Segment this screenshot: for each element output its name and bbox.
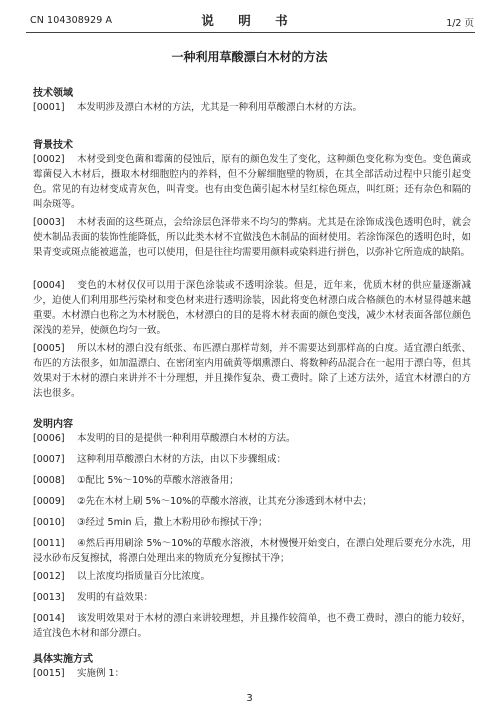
page-number: 3 bbox=[246, 693, 253, 704]
paragraph-number: [0014] bbox=[33, 613, 65, 624]
paragraph-text: ②先在木材上刷 5%～10%的草酸水溶液，让其充分渗透到木材中去； bbox=[77, 496, 372, 507]
paragraph-text: 变色的木材仅仅可以用于深色涂装或不透明涂装。但是，近年来，优质木材的供应量逐渐减少，迫使人们利用那些污染材和变色材来进行透明涂装，因此将变色材漂白成合格颜色的木材显得越来越重要。木材漂白也称之为木材脱色，木材漂白的目的是将木材表面的颜色变浅，减少木材表面各部位颜色深浅的差异，使颜色均匀一致。 bbox=[33, 280, 471, 336]
paragraph-number: [0010] bbox=[33, 517, 65, 528]
paragraph-0005 bbox=[33, 341, 471, 401]
section-heading-embodiment: 具体实施方式 bbox=[33, 654, 93, 665]
paragraph-0001 bbox=[33, 100, 471, 115]
paragraph-0006 bbox=[33, 431, 471, 446]
paragraph-0009 bbox=[33, 494, 471, 509]
paragraph-0010 bbox=[33, 515, 471, 530]
paragraph-text: ③经过 5min 后，撒上木粉用砂布擦拭干净； bbox=[77, 517, 268, 528]
header-page-info: 1/2 页 bbox=[446, 18, 474, 29]
paragraph-text: 木材受到变色菌和霉菌的侵蚀后，原有的颜色发生了变化，这种颜色变化称为变色。变色菌或霉菌侵入木材后，摄取木材细胞腔内的养料，但不分解细胞壁的物质，在其全部活动过程中只能引起变色。常见的有边材变成青灰色，叫青变。也有由变色菌引起木材呈红棕色斑点，叫红斑；还有杂色和隔的叫杂斑等。 bbox=[33, 154, 471, 210]
paragraph-number: [0012] bbox=[33, 571, 65, 582]
paragraph-text: 这种利用草酸漂白木材的方法，由以下步骤组成： bbox=[77, 454, 287, 465]
paragraph-number: [0001] bbox=[33, 102, 65, 113]
paragraph-text: 发明的有益效果： bbox=[77, 592, 154, 603]
paragraph-number: [0006] bbox=[33, 433, 65, 444]
paragraph-0008 bbox=[33, 473, 471, 488]
paragraph-number: [0007] bbox=[33, 454, 65, 465]
paragraph-number: [0005] bbox=[33, 343, 65, 354]
paragraph-0011 bbox=[33, 536, 471, 566]
paragraph-text: 本发明涉及漂白木材的方法，尤其是一种利用草酸漂白木材的方法。 bbox=[77, 102, 363, 113]
paragraph-0015 bbox=[33, 666, 471, 681]
paragraph-text: 该发明效果对于木材的漂白来讲较理想，并且操作较简单，也不费工费时，漂白的能力较好，适宜浅色木材和部分漂白。 bbox=[33, 613, 471, 639]
paragraph-text: 所以木材的漂白没有纸张、布匹漂白那样苛刻，并不需要达到那样高的白度。适宜漂白纸张、布匹的方法很多，如加温漂白、在密闭室内用硫黄等烟熏漂白、将数种药品混合在一起用于漂白等，但其效果对于木材的漂白来讲并不十分理想，并且操作复杂、费工费时。除了上述方法外，适宜木材漂白的方法也很多。 bbox=[33, 343, 471, 399]
paragraph-number: [0013] bbox=[33, 592, 65, 603]
paragraph-0003 bbox=[33, 215, 471, 260]
document-title: 一种利用草酸漂白木材的方法 bbox=[171, 50, 328, 64]
paragraph-number: [0004] bbox=[33, 280, 65, 291]
paragraph-number: [0003] bbox=[33, 217, 65, 228]
header-title: 说 明 书 bbox=[201, 13, 298, 28]
paragraph-0012 bbox=[33, 569, 471, 584]
paragraph-text: ①配比 5%～10%的草酸水溶液备用； bbox=[77, 475, 239, 486]
paragraph-0002 bbox=[33, 152, 471, 212]
paragraph-text: 实施例 1： bbox=[77, 668, 125, 679]
paragraph-number: [0015] bbox=[33, 668, 65, 679]
paragraph-number: [0008] bbox=[33, 475, 65, 486]
paragraph-0013 bbox=[33, 590, 471, 605]
paragraph-0004 bbox=[33, 278, 471, 338]
paragraph-0014 bbox=[33, 611, 471, 641]
paragraph-text: ④然后再用刷涂 5%～10%的草酸水溶液，木材慢慢开始变白，在漂白处理后要充分水洗，用浸水砂布反复擦拭，将漂白处理出来的物质充分复擦拭干净； bbox=[33, 538, 471, 564]
paragraph-number: [0009] bbox=[33, 496, 65, 507]
section-heading-tech-field: 技术领域 bbox=[33, 88, 73, 99]
paragraph-number: [0011] bbox=[33, 538, 65, 549]
header-doc-number: CN 104308929 A bbox=[30, 15, 113, 26]
section-heading-summary: 发明内容 bbox=[33, 419, 73, 430]
section-heading-background: 背景技术 bbox=[33, 140, 73, 151]
paragraph-number: [0002] bbox=[33, 154, 65, 165]
paragraph-text: 以上浓度均指质量百分比浓度。 bbox=[77, 571, 211, 582]
paragraph-text: 木材表面的这些斑点，会给涂层色泽带来不均匀的弊病。尤其是在涂饰成浅色透明色时，就会使木制品表面的装饰性能降低，所以此类木材不宜做浅色木制品的面材使用。若涂饰深色的透明色时，如果青变或斑点能被遮盖，也可以使用，但是往往均需要用颜料或染料进行拼色，以弥补它所造成的缺陷。 bbox=[33, 217, 471, 258]
header-divider bbox=[26, 32, 475, 33]
paragraph-0007 bbox=[33, 452, 471, 467]
paragraph-text: 本发明的目的是提供一种利用草酸漂白木材的方法。 bbox=[77, 433, 296, 444]
